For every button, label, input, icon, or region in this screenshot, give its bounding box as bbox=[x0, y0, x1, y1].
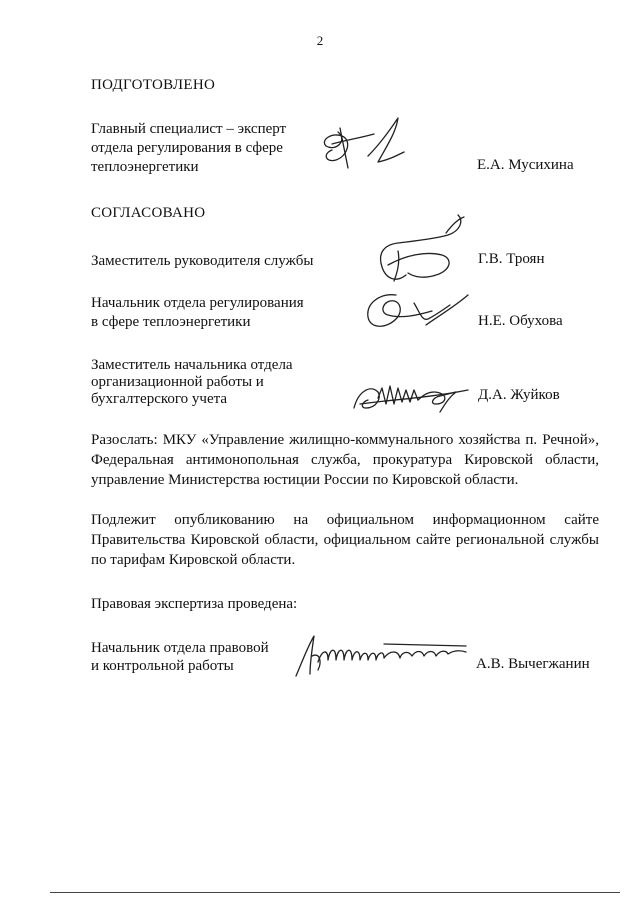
signatory-1-name: Г.В. Троян bbox=[478, 251, 545, 267]
signatory-2-name: Н.Е. Обухова bbox=[478, 313, 563, 329]
signatory-3-name: Д.А. Жуйков bbox=[478, 387, 560, 403]
signatory-3-position-line-1: Заместитель начальника отдела bbox=[91, 357, 293, 373]
signatory-2-position-line-1: Начальник отдела регулирования bbox=[91, 295, 304, 311]
legal-review-name: А.В. Вычегжанин bbox=[476, 656, 590, 672]
prepared-heading: ПОДГОТОВЛЕНО bbox=[91, 77, 216, 93]
footer-rule bbox=[50, 892, 620, 893]
signature-troyan bbox=[368, 205, 478, 290]
prepared-position-line-2: отдела регулирования в сфере bbox=[91, 140, 283, 156]
signature-obukhova bbox=[358, 285, 478, 335]
signatory-2-position-line-2: в сфере теплоэнергетики bbox=[91, 314, 251, 330]
page-number: 2 bbox=[316, 33, 324, 48]
prepared-position-line-1: Главный специалист – эксперт bbox=[91, 121, 287, 137]
distribution-paragraph: Разослать: МКУ «Управление жилищно-коммунального хозяйства п. Речной», Федеральная антимонопольная служба, прокуратура Кировской области, управление Министерства юстиции России по Кировской области. bbox=[91, 432, 599, 488]
agreed-heading: СОГЛАСОВАНО bbox=[91, 205, 206, 221]
signatory-1-position-line-1: Заместитель руководителя службы bbox=[91, 253, 314, 269]
publication-paragraph: Подлежит опубликованию на официальном информационном сайте Правительства Кировской области, официальном сайте региональной службы по тарифам Кировской области. bbox=[91, 512, 599, 568]
prepared-position-line-3: теплоэнергетики bbox=[91, 159, 199, 175]
signature-vychegzhanin bbox=[288, 632, 478, 682]
signature-musikhina bbox=[318, 110, 418, 180]
legal-review-statement: Правовая экспертиза проведена: bbox=[91, 596, 298, 612]
signature-zhuikov bbox=[348, 378, 476, 416]
legal-review-position-line-2: и контрольной работы bbox=[91, 658, 234, 674]
signatory-3-position-line-2: организационной работы и bbox=[91, 374, 264, 390]
legal-review-position-line-1: Начальник отдела правовой bbox=[91, 640, 269, 656]
signatory-3-position-line-3: бухгалтерского учета bbox=[91, 391, 228, 407]
prepared-name: Е.А. Мусихина bbox=[477, 157, 574, 173]
